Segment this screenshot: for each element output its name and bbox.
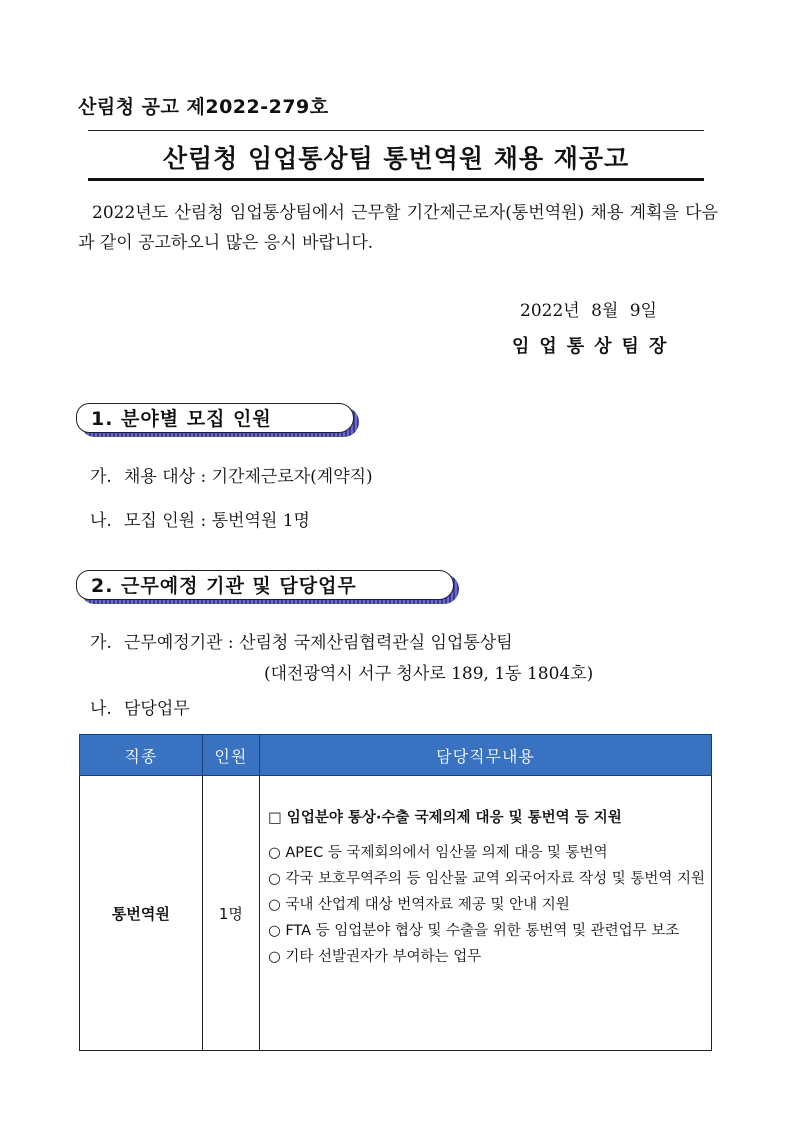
duty-item: ○ APEC 등 국제회의에서 임산물 의제 대응 및 통번역	[268, 845, 608, 861]
duty-item: ○ 국내 산업계 대상 번역자료 제공 및 안내 지원	[268, 897, 570, 913]
issuer: 임업통상팀장	[512, 336, 677, 357]
section-2-item-b	[90, 694, 190, 719]
section-2-title: 2. 근무예정 기관 및 담당업무	[76, 570, 454, 600]
header-count: 인원	[202, 735, 259, 776]
cell-duties	[260, 776, 712, 1051]
header-duties: 담당직무내용	[260, 735, 712, 776]
item-text: 채용 대상 : 기간제근로자(계약직)	[124, 467, 373, 487]
section-1-item-b	[90, 506, 310, 531]
header-job: 직종	[80, 735, 203, 776]
item-label: 나.	[90, 699, 112, 719]
table-header-row	[80, 735, 712, 776]
intro-paragraph	[78, 198, 718, 258]
duty-item: ○ 기타 선발권자가 부여하는 업무	[268, 949, 482, 965]
issue-date: 2022년 8월 9일	[520, 301, 657, 321]
table-row	[80, 776, 712, 1051]
duty-table	[79, 734, 712, 1051]
intro-text: 2022년도 산림청 임업통상팀에서 근무할 기간제근로자(통번역원) 채용 계획을 다음과 같이 공고하오니 많은 응시 바랍니다.	[78, 203, 718, 253]
notice-number: 산림청 공고 제2022-279호	[78, 96, 329, 118]
section-2-item-a	[90, 628, 513, 653]
item-label: 나.	[90, 511, 112, 531]
item-text: 모집 인원 : 통번역원 1명	[124, 511, 310, 531]
section-2-item-a-address: (대전광역시 서구 청사로 189, 1동 1804호)	[264, 664, 594, 684]
cell-job: 통번역원	[80, 776, 203, 1051]
cell-count: 1명	[202, 776, 259, 1051]
item-label: 가.	[90, 467, 112, 487]
item-text: 근무예정기관 : 산림청 국제산림협력관실 임업통상팀	[124, 633, 513, 653]
section-1-item-a	[90, 462, 373, 487]
page-title: 산림청 임업통상팀 통번역원 채용 재공고	[162, 144, 630, 173]
duties-title: □ 임업분야 통상·수출 국제의제 대응 및 통번역 등 지원	[268, 810, 622, 826]
duty-item: ○ 각국 보호무역주의 등 임산물 교역 외국어자료 작성 및 통번역 지원	[268, 871, 705, 887]
section-1-title: 1. 분야별 모집 인원	[76, 403, 354, 433]
title-bottom-rule	[88, 178, 704, 181]
item-text: 담당업무	[124, 699, 190, 719]
item-label: 가.	[90, 633, 112, 653]
title-top-rule	[88, 130, 704, 131]
duty-item: ○ FTA 등 임업분야 협상 및 수출을 위한 통번역 및 관련업무 보조	[268, 923, 680, 939]
